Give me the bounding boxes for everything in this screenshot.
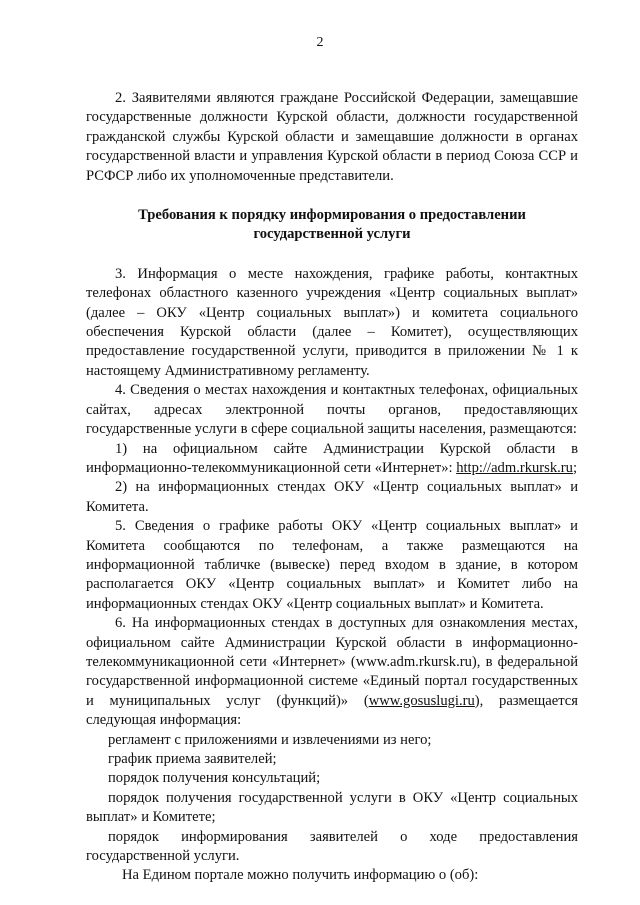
- gosuslugi-link[interactable]: www.gosuslugi.ru: [368, 692, 475, 709]
- paragraph-6: [86, 614, 578, 730]
- paragraph-4-item-2: 2) на информационных стендах ОКУ «Центр социальных выплат» и Комитета.: [86, 479, 578, 515]
- list-item-consultations: порядок получения консультаций;: [108, 770, 321, 787]
- paragraph-6-end: ), размещается следующая информация:: [86, 692, 578, 729]
- paragraph-6-text: 6. На информационных стендах в доступных для ознакомления местах, официальном сайте Администрации Курской области в информационно-телекоммуникационной сети «Интернет» (www.adm.rkursk.ru), в федеральной государственной информационной системе «Единый портал государственных и муниципальных услуг (функций)» (: [86, 615, 578, 709]
- list-item-regulation: регламент с приложениями и извлечениями из него;: [108, 731, 432, 748]
- paragraph-3: 3. Информация о месте нахождения, графике работы, контактных телефонах областного казенного учреждения «Центр социальных выплат» (далее – ОКУ «Центр социальных выплат») и комитета социального обеспечения Курской области (далее – Комитет), осуществляющих предоставление государственной услуги, приводится в приложении № 1 к настоящему Административному регламенту.: [86, 265, 578, 379]
- paragraph-portal: На Едином портале можно получить информацию о (об):: [122, 867, 479, 884]
- list-item-schedule: график приема заявителей;: [108, 751, 277, 767]
- paragraph-4: 4. Сведения о местах нахождения и контактных телефонах, официальных сайтах, адресах электронной почты органов, предоставляющих государственные услуги в сфере социальной защиты населения, размещаются:: [86, 382, 578, 438]
- paragraph-4-item-1: [86, 440, 578, 479]
- paragraph-5: 5. Сведения о графике работы ОКУ «Центр социальных выплат» и Комитета сообщаются по телефонам, а также размещаются на информационной табличке (вывеске) перед входом в здание, в котором располагается ОКУ «Центр социальных выплат» и Комитет либо на информационных стендах ОКУ «Центр социальных выплат» и Комитета.: [86, 518, 578, 612]
- list-item-informing: порядок информирования заявителей о ходе предоставления государственной услуги.: [86, 828, 578, 865]
- section-heading: Требования к порядку информирования о предоставлении государственной услуги: [138, 207, 526, 243]
- item-1-text: 1) на официальном сайте Администрации Курской области в информационно-телекоммуникационной сети «Интернет»:: [86, 440, 578, 476]
- item-1-end: ;: [572, 459, 578, 476]
- paragraph-2: 2. Заявителями являются граждане Российской Федерации, замещавшие государственные должности Курской области, должности государственной гражданской службы Курской области и замещавшие должности в органах государственной власти и управления Курской области в период Союза ССР и РСФСР либо их уполномоченные представители.: [86, 90, 578, 184]
- list-item-procedure: порядок получения государственной услуги в ОКУ «Центр социальных выплат» и Комитете;: [86, 789, 578, 826]
- document-body: [86, 89, 578, 886]
- adm-rkursk-link[interactable]: http://adm.rkursk.ru: [456, 459, 573, 476]
- page-number: 2: [316, 35, 324, 50]
